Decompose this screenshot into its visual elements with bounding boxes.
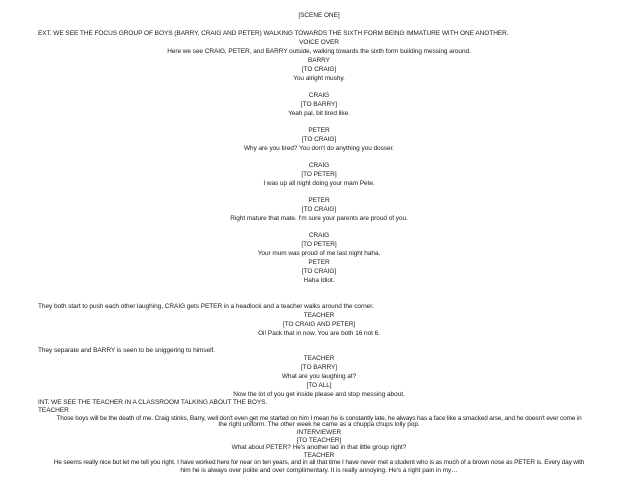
parenthetical: [TO CRAIG AND PETER] bbox=[282, 321, 356, 328]
parenthetical: [TO BARRY] bbox=[301, 364, 337, 371]
character-name: TEACHER bbox=[303, 451, 335, 459]
dialogue: Haha Idiot. bbox=[303, 277, 335, 284]
dialogue: He seems really nice but let me tell you right. I have worked here for near on ten years, and in all that time I have never met a student who is as much of a brown nose as PETER is. Every day with bbox=[53, 459, 585, 467]
dialogue: Now the lot of you get inside please and stop messing about. bbox=[233, 391, 405, 398]
character-name: BARRY bbox=[308, 57, 330, 64]
parenthetical: [TO ALL] bbox=[306, 382, 332, 389]
character-name: PETER bbox=[308, 197, 330, 204]
dialogue: the right uniform. The other week he came as a chuppa chups lolly pop. bbox=[218, 421, 420, 429]
character-name: PETER bbox=[308, 127, 330, 134]
parenthetical: [TO PETER] bbox=[301, 241, 337, 248]
dialogue: What about PETER? He's another lad in that little group right? bbox=[231, 443, 407, 451]
scene-direction: They both start to push each other laughing, CRAIG gets PETER in a headlock and a teacher walks around the corner. bbox=[38, 303, 374, 310]
parenthetical: [TO CRAIG] bbox=[301, 66, 337, 73]
character-name: TEACHER bbox=[38, 406, 69, 414]
character-name: INTERVIEWER bbox=[296, 429, 342, 437]
parenthetical: [TO BARRY] bbox=[301, 101, 337, 108]
character-name: CRAIG bbox=[308, 162, 330, 169]
dialogue: him he is always over polite and over complimentary. It is really annoying. He's a right pain in my… bbox=[180, 467, 458, 475]
parenthetical: [TO CRAIG] bbox=[301, 206, 337, 213]
character-name: VOICE OVER bbox=[299, 39, 339, 46]
dialogue: Those boys will be the death of me. Craig stinks, Barry, well don't even get me started on him I mean he is constantly late, he always has a face like a smacked arse, and he doesn't ever come in bbox=[56, 414, 582, 422]
dialogue: You alright mushy. bbox=[293, 75, 345, 82]
character-name: TEACHER bbox=[303, 312, 335, 319]
scene-direction: They separate and BARRY is seen to be sniggering to himself. bbox=[38, 347, 216, 354]
dialogue: Here we see CRAIG, PETER, and BARRY outside, walking towards the sixth form building messing around. bbox=[167, 48, 471, 55]
character-name: PETER bbox=[308, 259, 330, 266]
parenthetical: [TO PETER] bbox=[301, 171, 337, 178]
dialogue: Right mature that mate. I'm sure your parents are proud of you. bbox=[230, 215, 408, 222]
character-name: CRAIG bbox=[308, 232, 330, 239]
character-name: CRAIG bbox=[308, 92, 330, 99]
character-name: TEACHER bbox=[303, 355, 335, 362]
dialogue: Your mum was proud of me last night haha. bbox=[257, 250, 381, 257]
dialogue: Yeah pal, bit tired like. bbox=[288, 110, 350, 117]
dialogue: What are you laughing at? bbox=[281, 373, 357, 380]
scene-heading: [SCENE ONE] bbox=[298, 12, 340, 19]
dialogue: I was up all night doing your mam Pete. bbox=[263, 180, 375, 187]
dialogue: Oi! Pack that in now. You are both 16 not 6. bbox=[258, 330, 380, 337]
scene-direction: EXT. WE SEE THE FOCUS GROUP OF BOYS (BARRY, CRAIG AND PETER) WALKING TOWARDS THE SIXTH FORM BEING IMMATURE WITH ONE ANOTHER. bbox=[38, 30, 509, 37]
parenthetical: [TO CRAIG] bbox=[301, 268, 337, 275]
scene-heading-int: INT. WE SEE THE TEACHER IN A CLASSROOM TALKING ABOUT THE BOYS. bbox=[38, 399, 268, 406]
parenthetical: [TO TEACHER] bbox=[296, 436, 342, 444]
dialogue: Why are you tired? You don't do anything you dosser. bbox=[243, 145, 395, 152]
parenthetical: [TO CRAIG] bbox=[301, 136, 337, 143]
